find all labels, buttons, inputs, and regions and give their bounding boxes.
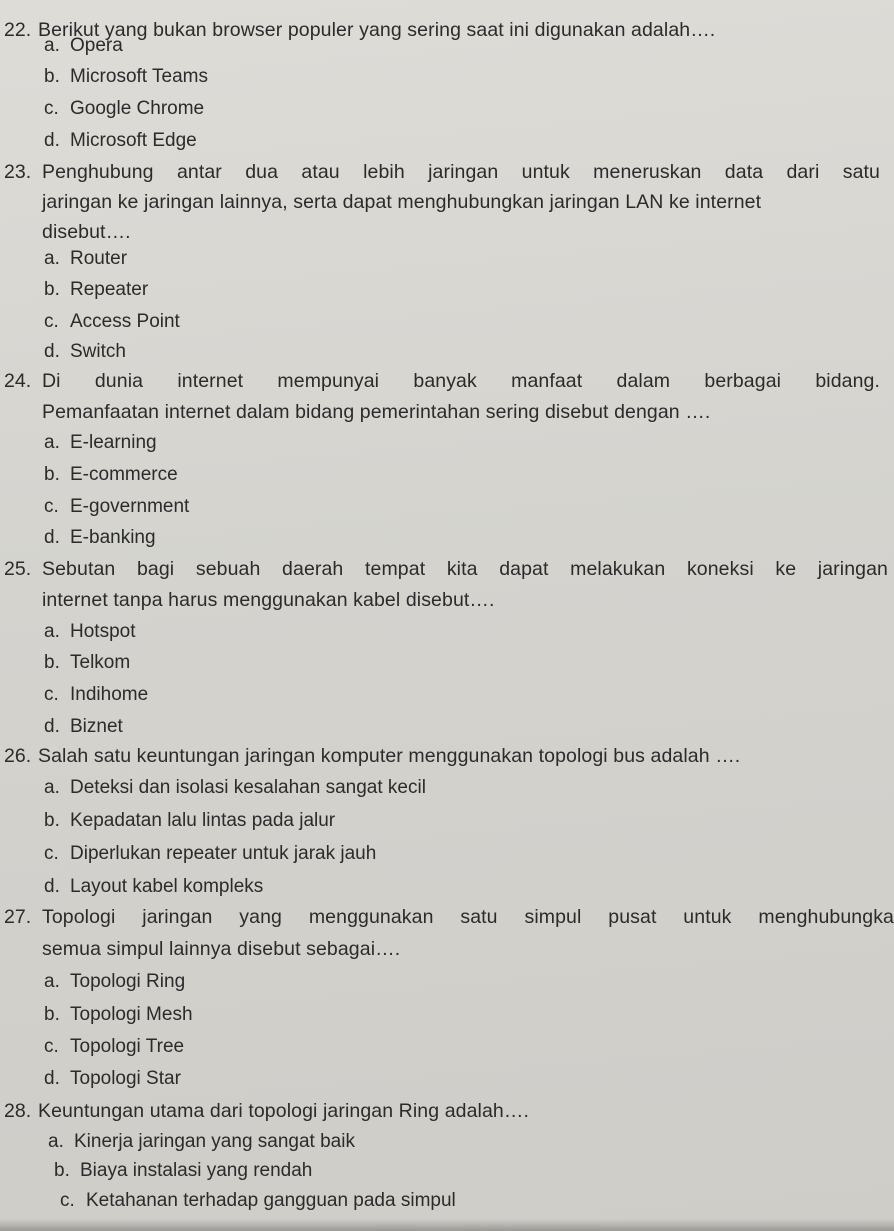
option-d[interactable]: d. Biznet <box>44 716 123 737</box>
option-b[interactable]: b. Repeater <box>44 279 149 300</box>
option-b[interactable]: b. Biaya instalasi yang rendah <box>54 1160 313 1181</box>
option-a[interactable]: a. Router <box>44 248 128 269</box>
question-text: jaringan ke jaringan lainnya, serta dapat menghubungkan jaringan LAN ke internet <box>42 191 762 213</box>
option-a[interactable]: a. Topologi Ring <box>44 971 186 992</box>
option-c[interactable]: c. Diperlukan repeater untuk jarak jauh <box>44 843 377 864</box>
option-b[interactable]: b. Telkom <box>44 652 131 673</box>
question-text: disebut…. <box>42 221 131 243</box>
question-text: Topologi jaringan yang menggunakan satu simpul pusat untuk menghubungka <box>42 906 894 928</box>
question-number: 24. <box>4 370 32 392</box>
question-number: 25. <box>4 558 32 580</box>
option-c[interactable]: c. Google Chrome <box>44 98 205 119</box>
question-number: 22. <box>4 19 32 41</box>
question-text: Berikut yang bukan browser populer yang sering saat ini digunakan adalah…. <box>38 19 716 41</box>
option-c[interactable]: c. Ketahanan terhadap gangguan pada simpul <box>60 1190 456 1211</box>
option-c[interactable]: c. Topologi Tree <box>44 1036 185 1057</box>
question-text: Keuntungan utama dari topologi jaringan Ring adalah…. <box>38 1100 529 1122</box>
option-a[interactable]: a. Hotspot <box>44 621 136 642</box>
option-b[interactable]: b. Microsoft Teams <box>44 66 208 87</box>
question-text: Sebutan bagi sebuah daerah tempat kita dapat melakukan koneksi ke jaringan <box>42 558 888 580</box>
option-c[interactable]: c. Indihome <box>44 684 149 705</box>
question-number: 26. <box>4 745 32 767</box>
option-b[interactable]: b. Topologi Mesh <box>44 1004 193 1025</box>
question-number: 28. <box>4 1100 32 1122</box>
question-text: Pemanfaatan internet dalam bidang pemerintahan sering disebut dengan …. <box>42 401 711 423</box>
question-text: internet tanpa harus menggunakan kabel disebut…. <box>42 589 495 611</box>
option-c[interactable]: c. E-government <box>44 496 190 517</box>
option-d[interactable]: d. Microsoft Edge <box>44 130 197 151</box>
question-text: semua simpul lainnya disebut sebagai…. <box>42 938 401 960</box>
page-edge-shadow <box>0 1219 894 1231</box>
question-number: 27. <box>4 906 32 928</box>
option-b[interactable]: b. Kepadatan lalu lintas pada jalur <box>44 810 336 831</box>
question-text: Salah satu keuntungan jaringan komputer menggunakan topologi bus adalah …. <box>38 745 741 767</box>
option-a[interactable]: a. Deteksi dan isolasi kesalahan sangat kecil <box>44 777 426 798</box>
option-d[interactable]: d. E-banking <box>44 527 156 548</box>
option-d[interactable]: d. Topologi Star <box>44 1068 181 1089</box>
option-b[interactable]: b. E-commerce <box>44 464 178 485</box>
option-c[interactable]: c. Access Point <box>44 311 180 332</box>
option-d[interactable]: d. Layout kabel kompleks <box>44 876 264 897</box>
question-text: Penghubung antar dua atau lebih jaringan untuk meneruskan data dari satu <box>42 161 880 183</box>
option-a[interactable]: a. Opera <box>44 35 123 56</box>
option-d[interactable]: d. Switch <box>44 341 126 362</box>
question-number: 23. <box>4 161 32 183</box>
option-a[interactable]: a. Kinerja jaringan yang sangat baik <box>48 1131 355 1152</box>
question-text: Di dunia internet mempunyai banyak manfaat dalam berbagai bidang. <box>42 370 880 392</box>
option-a[interactable]: a. E-learning <box>44 432 157 453</box>
